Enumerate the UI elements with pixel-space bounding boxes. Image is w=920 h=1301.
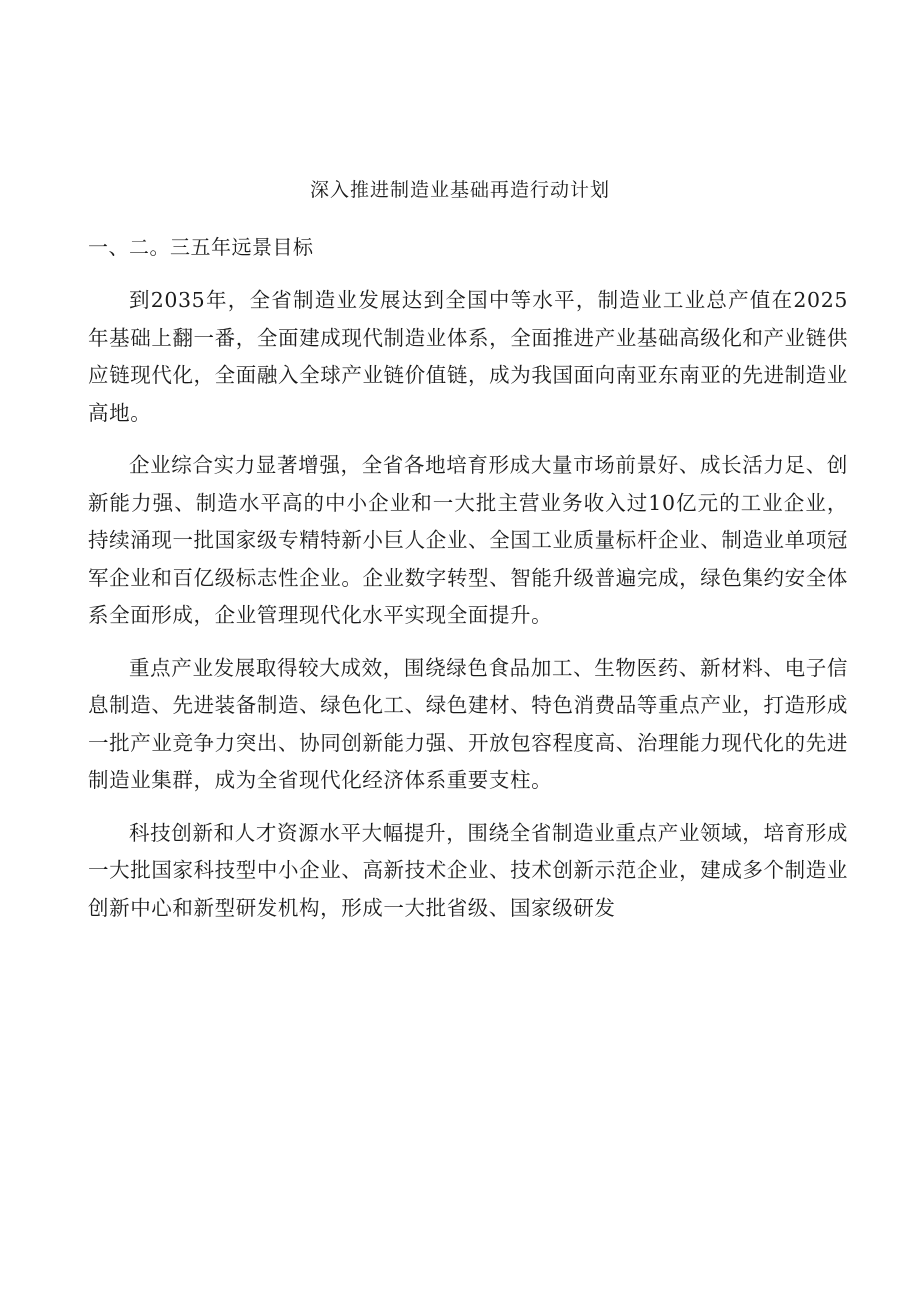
- body-text: [88, 282, 848, 927]
- paragraph-vision-2035: 到2035年，全省制造业发展达到全国中等水平，制造业工业总产值在2025年基础上翻一番，全面建成现代制造业体系，全面推进产业基础高级化和产业链供应链现代化，全面融入全球产业链价值链，成为我国面向南亚东南亚的先进制造业高地。: [88, 288, 848, 425]
- section-heading: 一、二。三五年远景目标: [88, 235, 314, 259]
- paragraph-enterprise-strength: 企业综合实力显著增强，全省各地培育形成大量市场前景好、成长活力足、创新能力强、制造水平高的中小企业和一大批主营业务收入过10亿元的工业企业，持续涌现一批国家级专精特新小巨人企业、全国工业质量标杆企业、制造业单项冠军企业和百亿级标志性企业。企业数字转型、智能升级普遍完成，绿色集约安全体系全面形成，企业管理现代化水平实现全面提升。: [88, 453, 848, 627]
- paragraph-key-industries: 重点产业发展取得较大成效，围绕绿色食品加工、生物医药、新材料、电子信息制造、先进装备制造、绿色化工、绿色建材、特色消费品等重点产业，打造形成一批产业竞争力突出、协同创新能力强、开放包容程度高、治理能力现代化的先进制造业集群，成为全省现代化经济体系重要支柱。: [88, 655, 848, 792]
- document-title: 深入推进制造业基础再造行动计划: [309, 179, 610, 201]
- paragraph-tech-innovation: 科技创新和人才资源水平大幅提升，围绕全省制造业重点产业领域，培育形成一大批国家科技型中小企业、高新技术企业、技术创新示范企业，建成多个制造业创新中心和新型研发机构，形成一大批省级、国家级研发: [88, 820, 848, 920]
